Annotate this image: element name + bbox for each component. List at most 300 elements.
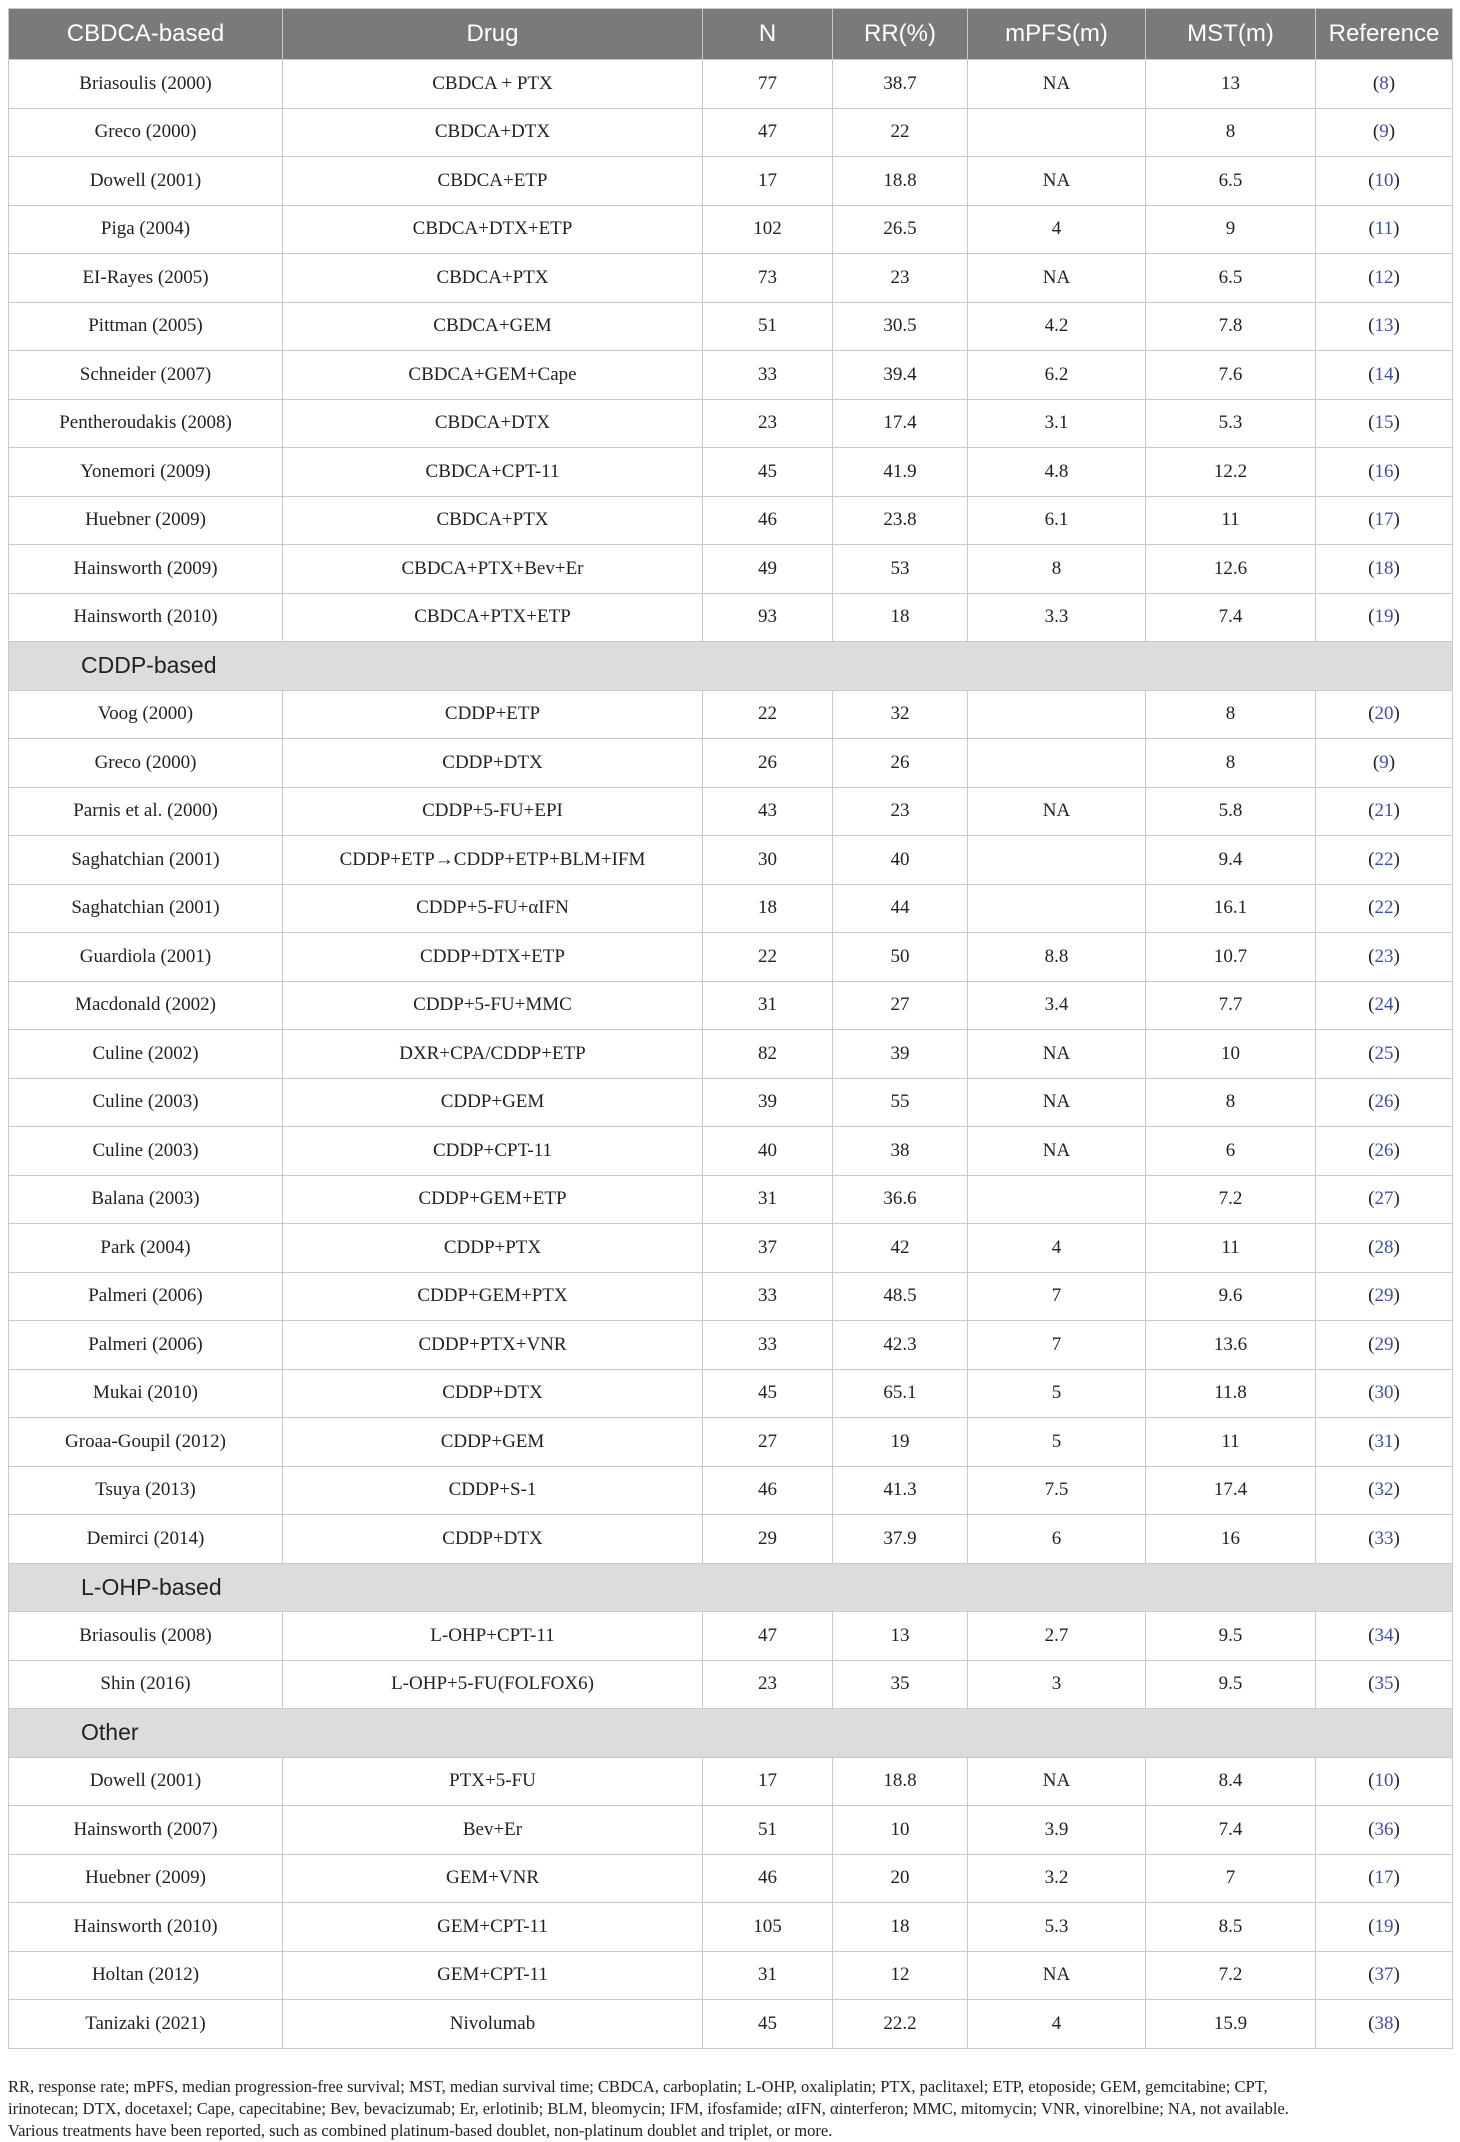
cell-n: 43 bbox=[703, 787, 833, 836]
reference-link[interactable]: 18 bbox=[1374, 557, 1394, 579]
cell-mpfs: NA bbox=[968, 254, 1146, 303]
reference-link[interactable]: 21 bbox=[1374, 800, 1394, 822]
cell-mst: 16 bbox=[1146, 1515, 1316, 1564]
reference-link[interactable]: 19 bbox=[1374, 1915, 1394, 1937]
paren-close: ) bbox=[1393, 848, 1400, 870]
cell-drug: CBDCA+DTX+ETP bbox=[283, 205, 703, 254]
reference-link[interactable]: 29 bbox=[1374, 1285, 1394, 1307]
table-row bbox=[9, 496, 1453, 545]
cell-study: Guardiola (2001) bbox=[9, 933, 283, 982]
paren-close: ) bbox=[1393, 1382, 1400, 1404]
reference-link[interactable]: 26 bbox=[1374, 1139, 1394, 1161]
cell-drug: CBDCA+DTX bbox=[283, 108, 703, 157]
cell-reference bbox=[1316, 205, 1453, 254]
cell-drug: Nivolumab bbox=[283, 2000, 703, 2049]
cell-rr: 23 bbox=[833, 787, 968, 836]
reference-link[interactable]: 20 bbox=[1374, 703, 1394, 725]
cell-mst: 8 bbox=[1146, 1078, 1316, 1127]
cell-study: Saghatchian (2001) bbox=[9, 884, 283, 933]
reference-link[interactable]: 12 bbox=[1374, 266, 1394, 288]
cell-study: Huebner (2009) bbox=[9, 496, 283, 545]
cell-mst: 12.6 bbox=[1146, 545, 1316, 594]
cell-reference bbox=[1316, 1272, 1453, 1321]
cell-reference bbox=[1316, 60, 1453, 109]
table-row bbox=[9, 593, 1453, 642]
cell-mpfs: 2.7 bbox=[968, 1612, 1146, 1661]
cell-mpfs: 4 bbox=[968, 2000, 1146, 2049]
cell-reference bbox=[1316, 254, 1453, 303]
cell-n: 22 bbox=[703, 690, 833, 739]
table-row bbox=[9, 1466, 1453, 1515]
cell-drug: L-OHP+CPT-11 bbox=[283, 1612, 703, 1661]
paren-close: ) bbox=[1393, 945, 1400, 967]
table-row bbox=[9, 1660, 1453, 1709]
paren-close: ) bbox=[1393, 1042, 1400, 1064]
table-row bbox=[9, 1272, 1453, 1321]
cell-mpfs: NA bbox=[968, 1030, 1146, 1079]
cell-drug: CDDP+DTX bbox=[283, 739, 703, 788]
cell-n: 30 bbox=[703, 836, 833, 885]
cell-mst: 16.1 bbox=[1146, 884, 1316, 933]
cell-mpfs: 3 bbox=[968, 1660, 1146, 1709]
cell-mpfs bbox=[968, 108, 1146, 157]
cell-drug: DXR+CPA/CDDP+ETP bbox=[283, 1030, 703, 1079]
cell-drug: CBDCA + PTX bbox=[283, 60, 703, 109]
column-header-mpfs: mPFS(m) bbox=[968, 9, 1146, 60]
paren-close: ) bbox=[1393, 800, 1400, 822]
cell-mpfs bbox=[968, 836, 1146, 885]
cell-study: Parnis et al. (2000) bbox=[9, 787, 283, 836]
cell-reference bbox=[1316, 1224, 1453, 1273]
cell-mpfs: NA bbox=[968, 1078, 1146, 1127]
cell-drug: Bev+Er bbox=[283, 1806, 703, 1855]
cell-reference bbox=[1316, 1612, 1453, 1661]
paren-open: ( bbox=[1368, 1333, 1375, 1355]
paren-open: ( bbox=[1368, 1285, 1375, 1307]
cell-reference bbox=[1316, 108, 1453, 157]
reference-link[interactable]: 17 bbox=[1374, 1867, 1394, 1889]
footnote-line: irinotecan; DTX, docetaxel; Cape, capecitabine; Bev, bevacizumab; Er, erlotinib; BLM, bleomycin; IFM, ifosfamide; αIFN, αinterferon; MMC, mitomycin; VNR, vinorelbine; NA, not available. bbox=[8, 2099, 1289, 2118]
cell-mst: 12.2 bbox=[1146, 448, 1316, 497]
paren-close: ) bbox=[1393, 1188, 1400, 1210]
cell-reference bbox=[1316, 1127, 1453, 1176]
table-row bbox=[9, 1515, 1453, 1564]
paren-close: ) bbox=[1393, 363, 1400, 385]
table-row bbox=[9, 1078, 1453, 1127]
cell-mpfs: NA bbox=[968, 1127, 1146, 1176]
reference-link[interactable]: 15 bbox=[1374, 412, 1394, 434]
table-row bbox=[9, 836, 1453, 885]
paren-open: ( bbox=[1372, 121, 1380, 143]
cell-mpfs: 4.2 bbox=[968, 302, 1146, 351]
paren-close: ) bbox=[1388, 121, 1396, 143]
cell-drug: CBDCA+DTX bbox=[283, 399, 703, 448]
chemotherapy-regimens-table bbox=[8, 8, 1453, 2049]
cell-mst: 5.8 bbox=[1146, 787, 1316, 836]
footnote-line: RR, response rate; mPFS, median progression-free survival; MST, median survival time; CBDCA, carboplatin; L-OHP, oxaliplatin; PTX, paclitaxel; ETP, etoposide; GEM, gemcitabine; CPT, bbox=[8, 2077, 1268, 2096]
table-row bbox=[9, 1369, 1453, 1418]
paren-close: ) bbox=[1393, 1818, 1400, 1840]
cell-mpfs: 8 bbox=[968, 545, 1146, 594]
cell-reference bbox=[1316, 884, 1453, 933]
header-row bbox=[9, 9, 1453, 60]
cell-mst: 7.4 bbox=[1146, 593, 1316, 642]
paren-close: ) bbox=[1393, 1915, 1400, 1937]
group-header-row bbox=[9, 1563, 1453, 1612]
column-header-reference: Reference bbox=[1316, 9, 1453, 60]
paren-close: ) bbox=[1393, 1430, 1400, 1452]
cell-mst: 6.5 bbox=[1146, 254, 1316, 303]
cell-rr: 18.8 bbox=[833, 157, 968, 206]
cell-rr: 13 bbox=[833, 1612, 968, 1661]
cell-rr: 17.4 bbox=[833, 399, 968, 448]
cell-mpfs: 7.5 bbox=[968, 1466, 1146, 1515]
cell-mpfs: 4 bbox=[968, 1224, 1146, 1273]
cell-drug: GEM+CPT-11 bbox=[283, 1951, 703, 2000]
reference-link[interactable]: 35 bbox=[1374, 1673, 1394, 1695]
cell-study: Palmeri (2006) bbox=[9, 1321, 283, 1370]
reference-link[interactable]: 31 bbox=[1374, 1430, 1394, 1452]
cell-reference bbox=[1316, 1418, 1453, 1467]
cell-reference bbox=[1316, 1951, 1453, 2000]
cell-study: Pittman (2005) bbox=[9, 302, 283, 351]
cell-mpfs: 4.8 bbox=[968, 448, 1146, 497]
table-row bbox=[9, 205, 1453, 254]
cell-n: 31 bbox=[703, 981, 833, 1030]
cell-rr: 27 bbox=[833, 981, 968, 1030]
cell-rr: 30.5 bbox=[833, 302, 968, 351]
cell-reference bbox=[1316, 351, 1453, 400]
cell-mpfs bbox=[968, 739, 1146, 788]
cell-n: 46 bbox=[703, 1854, 833, 1903]
cell-n: 105 bbox=[703, 1903, 833, 1952]
group-label: CDDP-based bbox=[9, 642, 1453, 691]
cell-mpfs: 7 bbox=[968, 1272, 1146, 1321]
table-row bbox=[9, 448, 1453, 497]
cell-mst: 13.6 bbox=[1146, 1321, 1316, 1370]
paren-open: ( bbox=[1368, 1624, 1375, 1646]
cell-mst: 11.8 bbox=[1146, 1369, 1316, 1418]
reference-link[interactable]: 37 bbox=[1374, 1964, 1394, 1986]
cell-mst: 17.4 bbox=[1146, 1466, 1316, 1515]
cell-rr: 65.1 bbox=[833, 1369, 968, 1418]
reference-link[interactable]: 16 bbox=[1374, 460, 1394, 482]
paren-close: ) bbox=[1388, 751, 1396, 773]
column-header-mst: MST(m) bbox=[1146, 9, 1316, 60]
table-row bbox=[9, 933, 1453, 982]
cell-n: 47 bbox=[703, 1612, 833, 1661]
cell-rr: 32 bbox=[833, 690, 968, 739]
cell-drug: CBDCA+PTX+ETP bbox=[283, 593, 703, 642]
cell-drug: CDDP+CPT-11 bbox=[283, 1127, 703, 1176]
cell-reference bbox=[1316, 1806, 1453, 1855]
table-row bbox=[9, 108, 1453, 157]
cell-study: Tsuya (2013) bbox=[9, 1466, 283, 1515]
reference-link[interactable]: 23 bbox=[1374, 945, 1394, 967]
reference-link[interactable]: 24 bbox=[1374, 994, 1394, 1016]
cell-mpfs: 5.3 bbox=[968, 1903, 1146, 1952]
paren-open: ( bbox=[1368, 1673, 1375, 1695]
cell-study: Palmeri (2006) bbox=[9, 1272, 283, 1321]
cell-study: Schneider (2007) bbox=[9, 351, 283, 400]
reference-link[interactable]: 14 bbox=[1374, 363, 1394, 385]
cell-reference bbox=[1316, 1903, 1453, 1952]
paren-close: ) bbox=[1393, 1673, 1400, 1695]
cell-mst: 9.4 bbox=[1146, 836, 1316, 885]
paren-close: ) bbox=[1393, 1139, 1400, 1161]
table-row bbox=[9, 2000, 1453, 2049]
table-row bbox=[9, 1951, 1453, 2000]
reference-link[interactable]: 8 bbox=[1379, 72, 1389, 94]
cell-mpfs: NA bbox=[968, 787, 1146, 836]
cell-reference bbox=[1316, 1757, 1453, 1806]
cell-rr: 41.9 bbox=[833, 448, 968, 497]
cell-reference bbox=[1316, 1030, 1453, 1079]
paren-open: ( bbox=[1368, 363, 1375, 385]
cell-n: 39 bbox=[703, 1078, 833, 1127]
cell-mpfs: 5 bbox=[968, 1418, 1146, 1467]
reference-link[interactable]: 29 bbox=[1374, 1333, 1394, 1355]
paren-open: ( bbox=[1368, 1430, 1375, 1452]
paren-open: ( bbox=[1368, 266, 1375, 288]
paren-open: ( bbox=[1372, 72, 1380, 94]
cell-reference bbox=[1316, 981, 1453, 1030]
cell-drug: L-OHP+5-FU(FOLFOX6) bbox=[283, 1660, 703, 1709]
cell-drug: CBDCA+PTX+Bev+Er bbox=[283, 545, 703, 594]
paren-close: ) bbox=[1393, 1236, 1400, 1258]
cell-reference bbox=[1316, 545, 1453, 594]
cell-study: Tanizaki (2021) bbox=[9, 2000, 283, 2049]
paren-close: ) bbox=[1393, 266, 1400, 288]
cell-mst: 11 bbox=[1146, 1224, 1316, 1273]
cell-rr: 12 bbox=[833, 1951, 968, 2000]
cell-mst: 8 bbox=[1146, 690, 1316, 739]
cell-rr: 36.6 bbox=[833, 1175, 968, 1224]
cell-rr: 22 bbox=[833, 108, 968, 157]
cell-drug: CBDCA+GEM bbox=[283, 302, 703, 351]
cell-reference bbox=[1316, 739, 1453, 788]
reference-link[interactable]: 10 bbox=[1374, 169, 1394, 191]
paren-close: ) bbox=[1393, 1479, 1400, 1501]
table-row bbox=[9, 1854, 1453, 1903]
cell-drug: PTX+5-FU bbox=[283, 1757, 703, 1806]
cell-mst: 7.6 bbox=[1146, 351, 1316, 400]
cell-study: Briasoulis (2008) bbox=[9, 1612, 283, 1661]
cell-n: 73 bbox=[703, 254, 833, 303]
cell-mpfs: NA bbox=[968, 1757, 1146, 1806]
cell-reference bbox=[1316, 1660, 1453, 1709]
cell-n: 40 bbox=[703, 1127, 833, 1176]
table-footnote bbox=[8, 2076, 1452, 2142]
cell-n: 45 bbox=[703, 1369, 833, 1418]
paren-open: ( bbox=[1368, 703, 1375, 725]
cell-rr: 35 bbox=[833, 1660, 968, 1709]
table-row bbox=[9, 1903, 1453, 1952]
cell-reference bbox=[1316, 836, 1453, 885]
cell-mst: 11 bbox=[1146, 1418, 1316, 1467]
paren-close: ) bbox=[1393, 1624, 1400, 1646]
paren-open: ( bbox=[1368, 1915, 1375, 1937]
cell-study: EI-Rayes (2005) bbox=[9, 254, 283, 303]
paren-close: ) bbox=[1393, 1527, 1400, 1549]
group-header-row bbox=[9, 1709, 1453, 1758]
cell-mpfs: NA bbox=[968, 157, 1146, 206]
paren-open: ( bbox=[1368, 218, 1375, 240]
paren-open: ( bbox=[1368, 460, 1375, 482]
table-row bbox=[9, 1418, 1453, 1467]
cell-n: 31 bbox=[703, 1175, 833, 1224]
cell-study: Park (2004) bbox=[9, 1224, 283, 1273]
paren-close: ) bbox=[1393, 994, 1400, 1016]
cell-reference bbox=[1316, 690, 1453, 739]
table-row bbox=[9, 1224, 1453, 1273]
reference-link[interactable]: 22 bbox=[1374, 848, 1394, 870]
cell-drug: CDDP+GEM bbox=[283, 1078, 703, 1127]
cell-mpfs: NA bbox=[968, 1951, 1146, 2000]
paren-open: ( bbox=[1368, 412, 1375, 434]
cell-reference bbox=[1316, 1515, 1453, 1564]
cell-n: 18 bbox=[703, 884, 833, 933]
cell-reference bbox=[1316, 1369, 1453, 1418]
cell-study: Culine (2002) bbox=[9, 1030, 283, 1079]
paren-close: ) bbox=[1388, 72, 1396, 94]
cell-study: Hainsworth (2010) bbox=[9, 1903, 283, 1952]
cell-drug: CDDP+GEM+ETP bbox=[283, 1175, 703, 1224]
cell-mst: 6.5 bbox=[1146, 157, 1316, 206]
reference-link[interactable]: 17 bbox=[1374, 509, 1394, 531]
cell-study: Culine (2003) bbox=[9, 1078, 283, 1127]
reference-link[interactable]: 27 bbox=[1374, 1188, 1394, 1210]
column-header-study: CBDCA-based bbox=[9, 9, 283, 60]
cell-drug: CDDP+DTX+ETP bbox=[283, 933, 703, 982]
group-header-row bbox=[9, 642, 1453, 691]
cell-n: 77 bbox=[703, 60, 833, 109]
cell-rr: 50 bbox=[833, 933, 968, 982]
cell-reference bbox=[1316, 157, 1453, 206]
cell-reference bbox=[1316, 1854, 1453, 1903]
cell-study: Culine (2003) bbox=[9, 1127, 283, 1176]
cell-n: 29 bbox=[703, 1515, 833, 1564]
reference-link[interactable]: 36 bbox=[1374, 1818, 1394, 1840]
cell-mst: 7.7 bbox=[1146, 981, 1316, 1030]
reference-link[interactable]: 26 bbox=[1374, 1091, 1394, 1113]
paren-close: ) bbox=[1393, 315, 1400, 337]
cell-n: 22 bbox=[703, 933, 833, 982]
paren-close: ) bbox=[1393, 509, 1400, 531]
paren-open: ( bbox=[1368, 557, 1375, 579]
cell-n: 17 bbox=[703, 1757, 833, 1806]
cell-rr: 42 bbox=[833, 1224, 968, 1273]
table-row bbox=[9, 157, 1453, 206]
cell-mst: 13 bbox=[1146, 60, 1316, 109]
paren-close: ) bbox=[1393, 1091, 1400, 1113]
table-row bbox=[9, 884, 1453, 933]
column-header-rr: RR(%) bbox=[833, 9, 968, 60]
cell-rr: 18 bbox=[833, 593, 968, 642]
paren-close: ) bbox=[1393, 1333, 1400, 1355]
paren-open: ( bbox=[1368, 1236, 1375, 1258]
reference-link[interactable]: 30 bbox=[1374, 1382, 1394, 1404]
cell-reference bbox=[1316, 1466, 1453, 1515]
table-body bbox=[9, 60, 1453, 2049]
paren-close: ) bbox=[1393, 218, 1400, 240]
reference-link[interactable]: 22 bbox=[1374, 897, 1394, 919]
cell-mst: 5.3 bbox=[1146, 399, 1316, 448]
paren-open: ( bbox=[1368, 1818, 1375, 1840]
cell-rr: 53 bbox=[833, 545, 968, 594]
group-label: L-OHP-based bbox=[9, 1563, 1453, 1612]
cell-rr: 23.8 bbox=[833, 496, 968, 545]
cell-mpfs: 4 bbox=[968, 205, 1146, 254]
reference-link[interactable]: 13 bbox=[1374, 315, 1394, 337]
paren-open: ( bbox=[1368, 1527, 1375, 1549]
table-row bbox=[9, 545, 1453, 594]
cell-study: Greco (2000) bbox=[9, 108, 283, 157]
reference-link[interactable]: 10 bbox=[1374, 1770, 1394, 1792]
paren-close: ) bbox=[1393, 1964, 1400, 1986]
table-row bbox=[9, 351, 1453, 400]
reference-link[interactable]: 33 bbox=[1374, 1527, 1394, 1549]
cell-rr: 55 bbox=[833, 1078, 968, 1127]
cell-reference bbox=[1316, 448, 1453, 497]
cell-rr: 23 bbox=[833, 254, 968, 303]
cell-n: 17 bbox=[703, 157, 833, 206]
reference-link[interactable]: 9 bbox=[1379, 751, 1389, 773]
cell-drug: CDDP+S-1 bbox=[283, 1466, 703, 1515]
cell-n: 26 bbox=[703, 739, 833, 788]
cell-rr: 19 bbox=[833, 1418, 968, 1467]
cell-rr: 26.5 bbox=[833, 205, 968, 254]
cell-mst: 7.2 bbox=[1146, 1951, 1316, 2000]
paren-close: ) bbox=[1393, 703, 1400, 725]
cell-study: Huebner (2009) bbox=[9, 1854, 283, 1903]
cell-mst: 9.6 bbox=[1146, 1272, 1316, 1321]
reference-link[interactable]: 9 bbox=[1379, 121, 1389, 143]
cell-rr: 38.7 bbox=[833, 60, 968, 109]
cell-rr: 18.8 bbox=[833, 1757, 968, 1806]
cell-rr: 42.3 bbox=[833, 1321, 968, 1370]
paren-open: ( bbox=[1368, 1479, 1375, 1501]
footnote-line: Various treatments have been reported, such as combined platinum-based doublet, non-platinum doublet and triplet, or more. bbox=[8, 2121, 833, 2140]
cell-mst: 7.8 bbox=[1146, 302, 1316, 351]
reference-link[interactable]: 11 bbox=[1374, 218, 1394, 240]
reference-link[interactable]: 32 bbox=[1374, 1479, 1394, 1501]
cell-study: Balana (2003) bbox=[9, 1175, 283, 1224]
cell-mst: 8 bbox=[1146, 108, 1316, 157]
reference-link[interactable]: 38 bbox=[1374, 2012, 1394, 2034]
reference-link[interactable]: 19 bbox=[1374, 606, 1394, 628]
cell-drug: CBDCA+PTX bbox=[283, 496, 703, 545]
table-row bbox=[9, 1806, 1453, 1855]
cell-n: 23 bbox=[703, 399, 833, 448]
reference-link[interactable]: 25 bbox=[1374, 1042, 1394, 1064]
cell-reference bbox=[1316, 302, 1453, 351]
table-row bbox=[9, 1030, 1453, 1079]
cell-n: 102 bbox=[703, 205, 833, 254]
cell-n: 45 bbox=[703, 448, 833, 497]
cell-drug: CDDP+DTX bbox=[283, 1515, 703, 1564]
cell-reference bbox=[1316, 2000, 1453, 2049]
cell-mpfs: 8.8 bbox=[968, 933, 1146, 982]
cell-drug: GEM+VNR bbox=[283, 1854, 703, 1903]
cell-mst: 7 bbox=[1146, 1854, 1316, 1903]
reference-link[interactable]: 28 bbox=[1374, 1236, 1394, 1258]
cell-rr: 20 bbox=[833, 1854, 968, 1903]
reference-link[interactable]: 34 bbox=[1374, 1624, 1394, 1646]
cell-study: Piga (2004) bbox=[9, 205, 283, 254]
cell-study: Saghatchian (2001) bbox=[9, 836, 283, 885]
cell-mst: 7.2 bbox=[1146, 1175, 1316, 1224]
